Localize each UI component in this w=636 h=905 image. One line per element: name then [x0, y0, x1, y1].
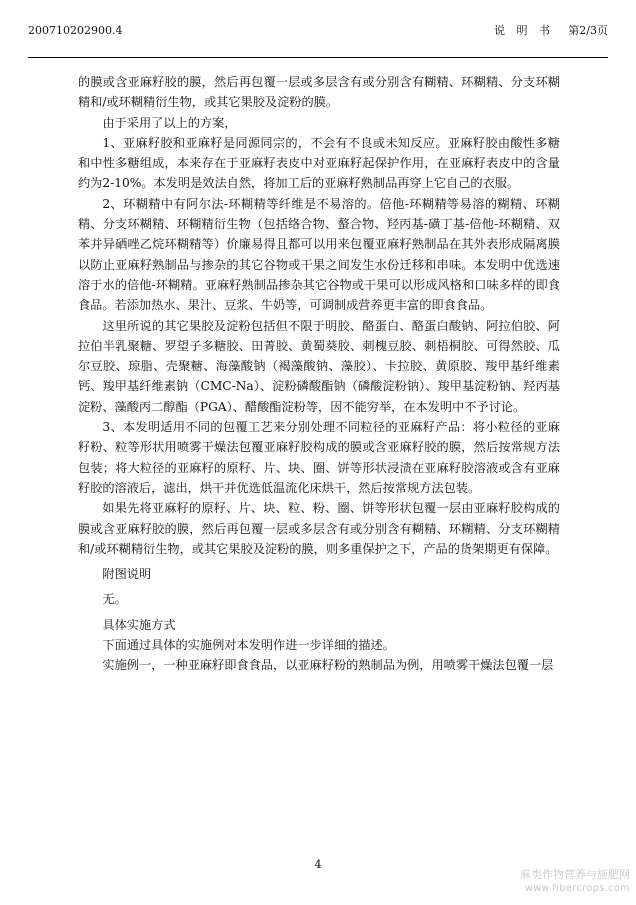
site-watermark [470, 868, 630, 896]
watermark-url: www.fibercrops.com [524, 883, 630, 894]
body-paragraph: 由于采用了以上的方案， [102, 115, 237, 130]
page-indicator: 第2/3页 [568, 24, 608, 37]
document-body [78, 72, 560, 676]
body-paragraph: 如果先将亚麻籽的原籽、片、块、粒、粉、圈、饼等形状包覆一层由亚麻籽胶构成的膜或含亚麻籽胶的膜，然后再包覆一层或多层含有或分别含有糊精、环糊精、分支环糊精和/或环糊精衍生物，或其它果胶及淀粉的膜，则多重保护之下，产品的货架期更有保障。 [78, 501, 560, 556]
body-paragraph: 这里所说的其它果胶及淀粉包括但不限于明胶、酪蛋白、酪蛋白酸钠、阿拉伯胶、阿拉伯半乳聚糖、罗望子多糖胶、田菁胶、黄蜀葵胶、刺槐豆胶、刺梧桐胶、可得然胶、瓜尔豆胶、琼脂、壳聚糖、海藻酸钠（褐藻酸钠、藻胶）、卡拉胶、黄原胶、羧甲基纤维素钙、羧甲基纤维素钠（CMC-Na）、淀粉磷酸酯钠（磷酸淀粉钠）、羧甲基淀粉钠、羟丙基淀粉、藻酸丙二醇酯（PGA）、醋酸酯淀粉等，因不能穷举，在本发明中不予讨论。 [78, 318, 560, 414]
body-paragraph: 实施例一，一种亚麻籽即食食品，以亚麻籽粉的熟制品为例，用喷雾干燥法包覆一层 [102, 658, 554, 673]
body-paragraph: 附图说明 [102, 567, 152, 582]
body-paragraph: 1、亚麻籽胶和亚麻籽是同源同宗的，不会有不良或未知反应。亚麻籽胶由酸性多糖和中性多糖组成，本来存在于亚麻籽表皮中对亚麻籽起保护作用，在亚麻籽表皮中的含量约为2-10%。本发明是效法自然，将加工后的亚麻籽熟制品再穿上它自己的衣服。 [78, 135, 560, 191]
body-paragraph: 下面通过具体的实施例对本发明作进一步详细的描述。 [102, 638, 395, 653]
body-paragraph: 的膜或含亚麻籽胶的膜，然后再包覆一层或多层含有或分别含有糊精、环糊精、分支环糊精和/或环糊精衍生物，或其它果胶及淀粉的膜。 [78, 75, 560, 110]
body-paragraph: 无。 [102, 592, 127, 607]
document-type: 说 明 书 [494, 24, 554, 37]
watermark-site-name: 麻类作物营养与施肥网 [520, 868, 630, 881]
page-number: 4 [314, 858, 322, 871]
body-paragraph: 3、本发明适用不同的包覆工艺来分别处理不同粒径的亚麻籽产品：将小粒径的亚麻籽粉、粒等形状用喷雾干燥法包覆亚麻籽胶构成的膜或含亚麻籽胶的膜，然后按常规方法包装；将大粒径的亚麻籽的原籽、片、块、圈、饼等形状浸渍在亚麻籽胶溶液或含有亚麻籽胶的溶液后，滤出，烘干并优选低温流化床烘干，然后按常规方法包装。 [78, 420, 560, 495]
page-header [28, 22, 608, 40]
body-paragraph: 具体实施方式 [102, 617, 176, 632]
body-paragraph: 2、环糊精中有阿尔法-环糊精等纤维是不易溶的。倍他-环糊精等易溶的糊精、环糊精、分支环糊精、环糊精衍生物（包括络合物、螯合物、羟丙基-磺丁基-倍他-环糊精、双苯并异硒唑乙烷环糊精等）价廉易得且都可以用来包覆亚麻籽熟制品在其外表形成隔离膜以防止亚麻籽熟制品与掺杂的其它谷物或干果之间发生水份迁移和串味。本发明中优选速溶于水的倍他-环糊精。亚麻籽熟制品掺杂其它谷物或干果可以形成风格和口味多样的即食食品。若添加热水、果汁、豆浆、牛奶等，可调制成营养更丰富的即食食品。 [78, 196, 560, 313]
application-number: 200710202900.4 [28, 24, 123, 37]
header-divider [28, 57, 608, 58]
